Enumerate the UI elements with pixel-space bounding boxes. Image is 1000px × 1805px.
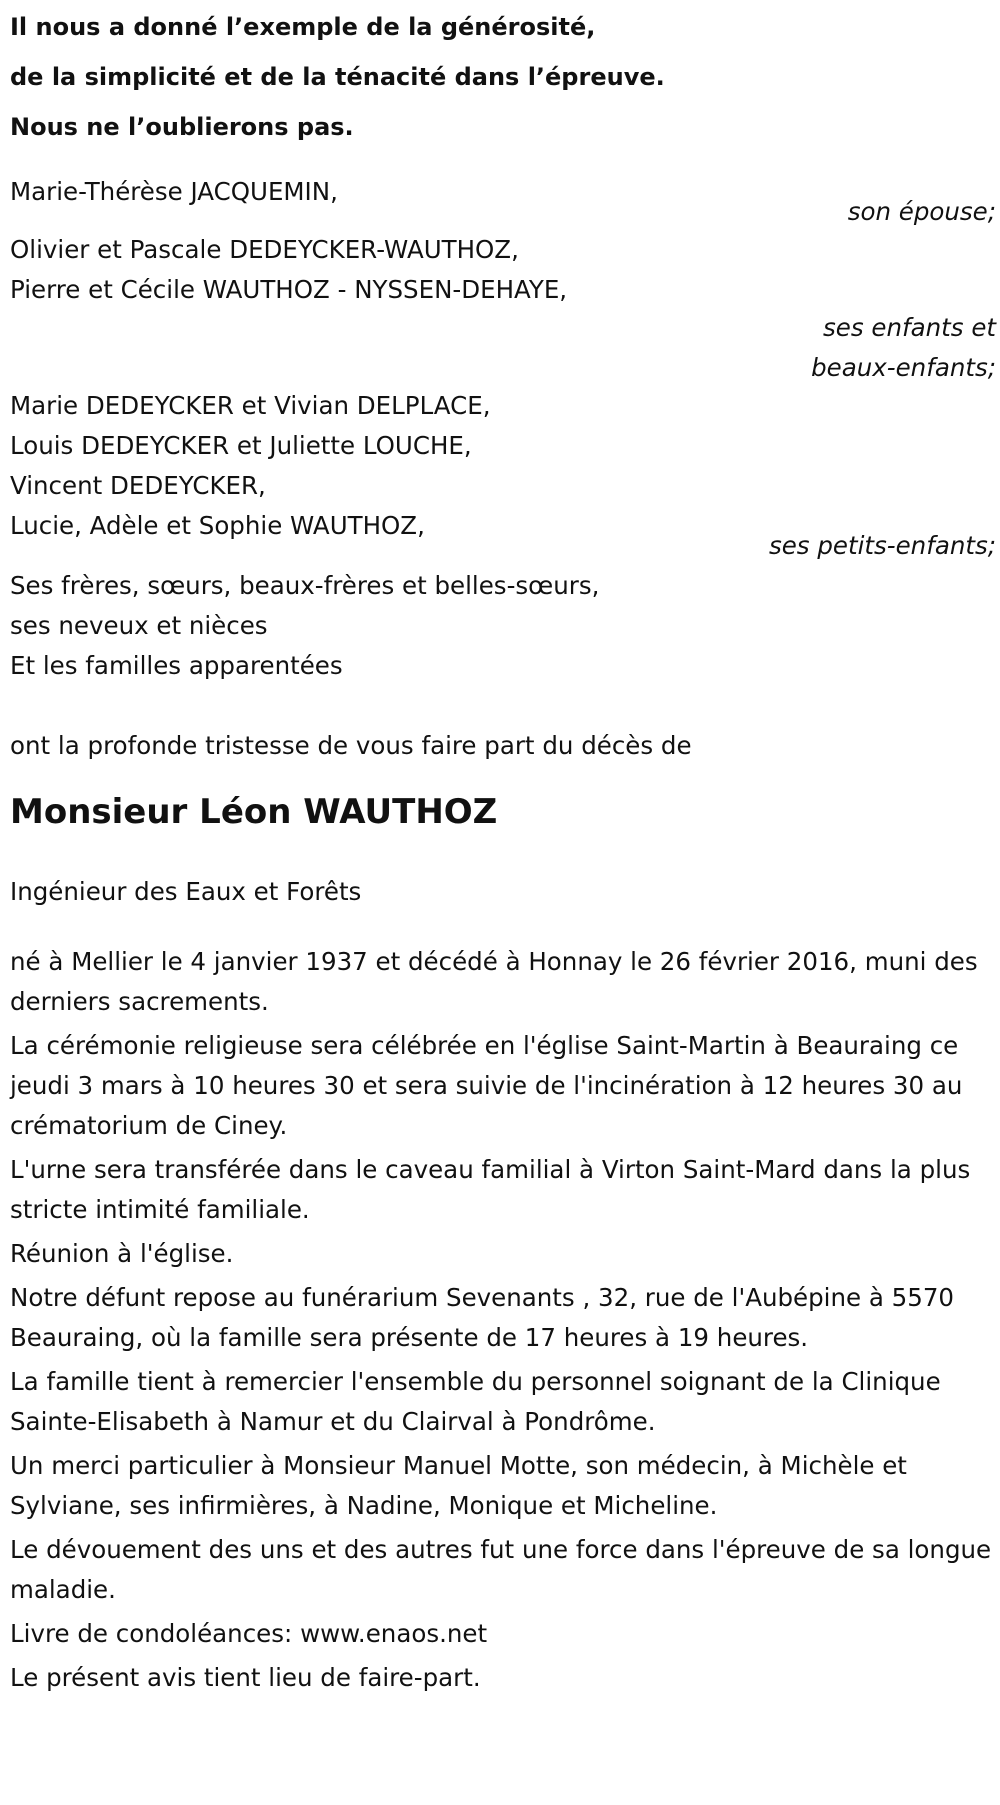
paragraph-meeting: Réunion à l'église. <box>10 1239 234 1268</box>
paragraph-urn: L'urne sera transférée dans le caveau familial à Virton Saint-Mard dans la plus stricte intimité familiale. <box>10 1155 971 1224</box>
others-line: Et les familles apparentées <box>10 651 343 680</box>
paragraph-thanks-doctor: Un merci particulier à Monsieur Manuel Motte, son médecin, à Michèle et Sylviane, ses infirmières, à Nadine, Monique et Micheline. <box>10 1451 907 1520</box>
spouse-role: son épouse; <box>847 197 996 226</box>
grandchild-line: Marie DEDEYCKER et Vivian DELPLACE, <box>10 391 491 420</box>
paragraph-funeral-home: Notre défunt repose au funérarium Sevenants , 32, rue de l'Aubépine à 5570 Beauraing, où la famille sera présente de 17 heures à 19 heures. <box>10 1283 955 1352</box>
paragraph-notice: Le présent avis tient lieu de faire-part. <box>10 1663 481 1692</box>
motto <box>10 2 1000 152</box>
spouse-name: Marie-Thérèse JACQUEMIN, <box>10 177 338 206</box>
paragraph-ceremony: La cérémonie religieuse sera célébrée en l'église Saint-Martin à Beauraing ce jeudi 3 mars à 10 heures 30 et sera suivie de l'incinération à 12 heures 30 au crématorium de Ciney. <box>10 1031 963 1140</box>
family-list <box>10 172 1000 686</box>
children-role-line2: beaux-enfants; <box>811 353 996 382</box>
others-line: ses neveux et nièces <box>10 611 268 640</box>
motto-line: Nous ne l’oublierons pas. <box>10 113 354 141</box>
paragraph-condolences: Livre de condoléances: www.enaos.net <box>10 1619 488 1648</box>
deceased-name: Monsieur Léon WAUTHOZ <box>10 792 498 832</box>
profession: Ingénieur des Eaux et Forêts <box>10 877 362 906</box>
grandchild-line: Louis DEDEYCKER et Juliette LOUCHE, <box>10 431 472 460</box>
grandchild-line: Lucie, Adèle et Sophie WAUTHOZ, <box>10 511 425 540</box>
paragraph-thanks-staff: La famille tient à remercier l'ensemble du personnel soignant de la Clinique Sainte-Elisabeth à Namur et du Clairval à Pondrôme. <box>10 1367 941 1436</box>
children-list <box>10 230 1000 310</box>
motto-line: de la simplicité et de la ténacité dans l’épreuve. <box>10 63 665 91</box>
paragraph-devotion: Le dévouement des uns et des autres fut une force dans l'épreuve de sa longue maladie. <box>10 1535 992 1604</box>
details <box>10 942 1000 1698</box>
obituary-page <box>0 2 1000 1805</box>
child-line: Olivier et Pascale DEDEYCKER-WAUTHOZ, <box>10 235 519 264</box>
others-line: Ses frères, sœurs, beaux-frères et belles-sœurs, <box>10 571 600 600</box>
grandchildren-list <box>10 386 1000 546</box>
motto-line: Il nous a donné l’exemple de la générosité, <box>10 13 596 41</box>
child-line: Pierre et Cécile WAUTHOZ - NYSSEN-DEHAYE, <box>10 275 568 304</box>
others-list <box>10 566 1000 686</box>
announcement: ont la profonde tristesse de vous faire part du décès de <box>10 731 692 760</box>
grandchild-line: Vincent DEDEYCKER, <box>10 471 266 500</box>
children-role-line1: ses enfants et <box>823 313 996 342</box>
paragraph-birth-death: né à Mellier le 4 janvier 1937 et décédé à Honnay le 26 février 2016, muni des derniers sacrements. <box>10 947 978 1016</box>
grandchildren-role: ses petits-enfants; <box>768 531 996 560</box>
